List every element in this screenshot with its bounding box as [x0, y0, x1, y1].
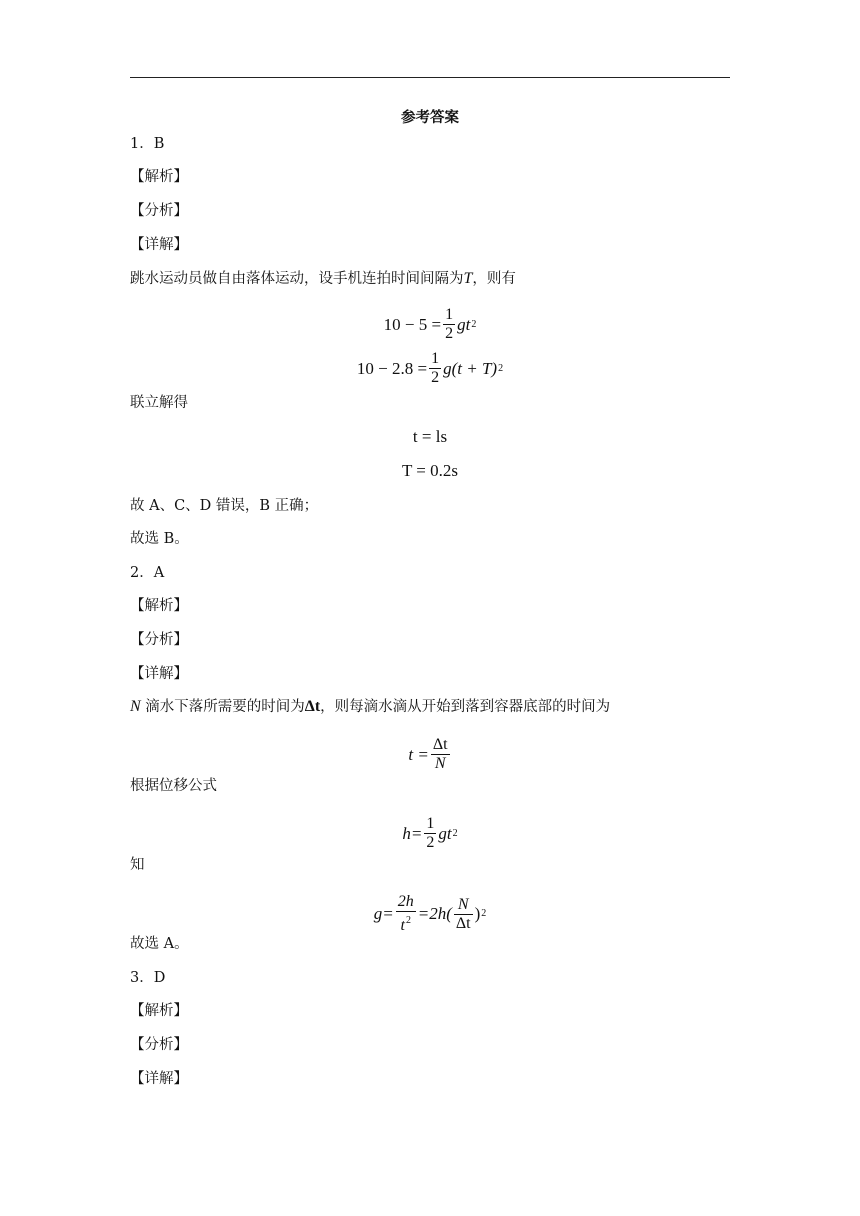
q1-text-end: ，则有 — [472, 271, 516, 287]
eqg-sup: 2 — [481, 908, 487, 919]
eqg-den2: Δt — [455, 914, 471, 932]
eqg-num: 2h — [397, 893, 414, 910]
eqg-num2: N — [457, 895, 469, 913]
q1-conclusion: 故 A、C、D 错误，B 正确； — [130, 498, 319, 514]
q1-text-var: T — [463, 270, 473, 287]
eq2-lhs: 10 − 2.8 = — [356, 358, 428, 378]
q1-fenxi: 【分析】 — [130, 203, 188, 219]
q2-xiangjie: 【详解】 — [130, 666, 188, 682]
eq1-rhs: gt — [457, 314, 471, 334]
q3-jiexi: 【解析】 — [130, 1003, 188, 1019]
eq1-lhs: 10 − 5 = — [383, 314, 442, 334]
q2-text-end: ，则每滴水滴从开始到落到容器底部的时间为 — [320, 699, 611, 715]
eqg-den: t — [400, 917, 405, 934]
eq2-sup: 2 — [498, 362, 504, 374]
eqg-fraction-1 — [396, 893, 416, 935]
eqh-rhs: gt — [438, 823, 452, 843]
q2-jiexi: 【解析】 — [130, 598, 188, 614]
eqh-fraction — [424, 815, 436, 852]
q1-result-2: T = 0.2s — [401, 461, 459, 480]
eqt-fraction — [431, 736, 450, 773]
eq1-den: 2 — [445, 325, 454, 342]
eqg-end: ) — [474, 904, 481, 923]
eqh-lhs: h= — [402, 823, 423, 843]
q1-choice: 故选 B。 — [130, 531, 189, 547]
eqg-den-sup: 2 — [405, 915, 411, 926]
q2-number: 2．A — [130, 565, 165, 581]
q1-lianli: 联立解得 — [130, 395, 188, 411]
q3-xiangjie: 【详解】 — [130, 1071, 188, 1087]
q2-zhi: 知 — [130, 857, 145, 873]
q1-equation-1 — [0, 306, 860, 343]
header-rule — [130, 77, 730, 78]
eqt-lhs: t = — [408, 744, 429, 764]
eqh-num: 1 — [426, 815, 435, 832]
q1-xiangjie: 【详解】 — [130, 237, 188, 253]
eqh-sup: 2 — [452, 827, 458, 839]
q3-fenxi: 【分析】 — [130, 1037, 188, 1053]
eqg-mid: =2h( — [417, 904, 452, 923]
q2-fenxi: 【分析】 — [130, 632, 188, 648]
eqg-lhs: g= — [373, 904, 394, 923]
q2-equation-g — [0, 893, 860, 935]
eq2-num: 1 — [431, 350, 440, 367]
eq1-fraction — [443, 306, 455, 343]
q2-equation-t — [0, 736, 860, 773]
eq1-num: 1 — [445, 306, 454, 323]
eqt-den: N — [434, 755, 446, 772]
q3-number: 3．D — [130, 970, 166, 986]
eqg-den-wrap — [398, 912, 412, 935]
q2-equation-h — [0, 815, 860, 852]
page-title: 参考答案 — [401, 109, 459, 126]
eq2-fraction — [429, 350, 441, 387]
q1-result-1: t = ls — [412, 427, 448, 446]
q1-number: 1．B — [130, 136, 165, 152]
eqg-fraction-2 — [454, 896, 473, 933]
q1-text-main: 跳水运动员做自由落体运动，设手机连拍时间间隔为 — [130, 271, 464, 287]
q2-choice: 故选 A。 — [130, 936, 189, 952]
eqt-num: Δt — [432, 736, 448, 753]
q1-equation-2 — [0, 350, 860, 387]
q2-formula-label: 根据位移公式 — [130, 778, 217, 794]
eq2-rhs: g(t + T) — [443, 358, 498, 378]
eqh-den: 2 — [426, 834, 435, 851]
eq1-sup: 2 — [471, 318, 477, 330]
q2-text — [130, 697, 610, 717]
q1-jiexi: 【解析】 — [130, 169, 188, 185]
q1-text — [130, 269, 516, 289]
q2-text-main: 滴水下落所需要的时间为 — [140, 699, 305, 715]
q2-text-dt: Δt — [304, 698, 321, 715]
q2-text-n: N — [130, 698, 141, 715]
eq2-den: 2 — [431, 369, 440, 386]
